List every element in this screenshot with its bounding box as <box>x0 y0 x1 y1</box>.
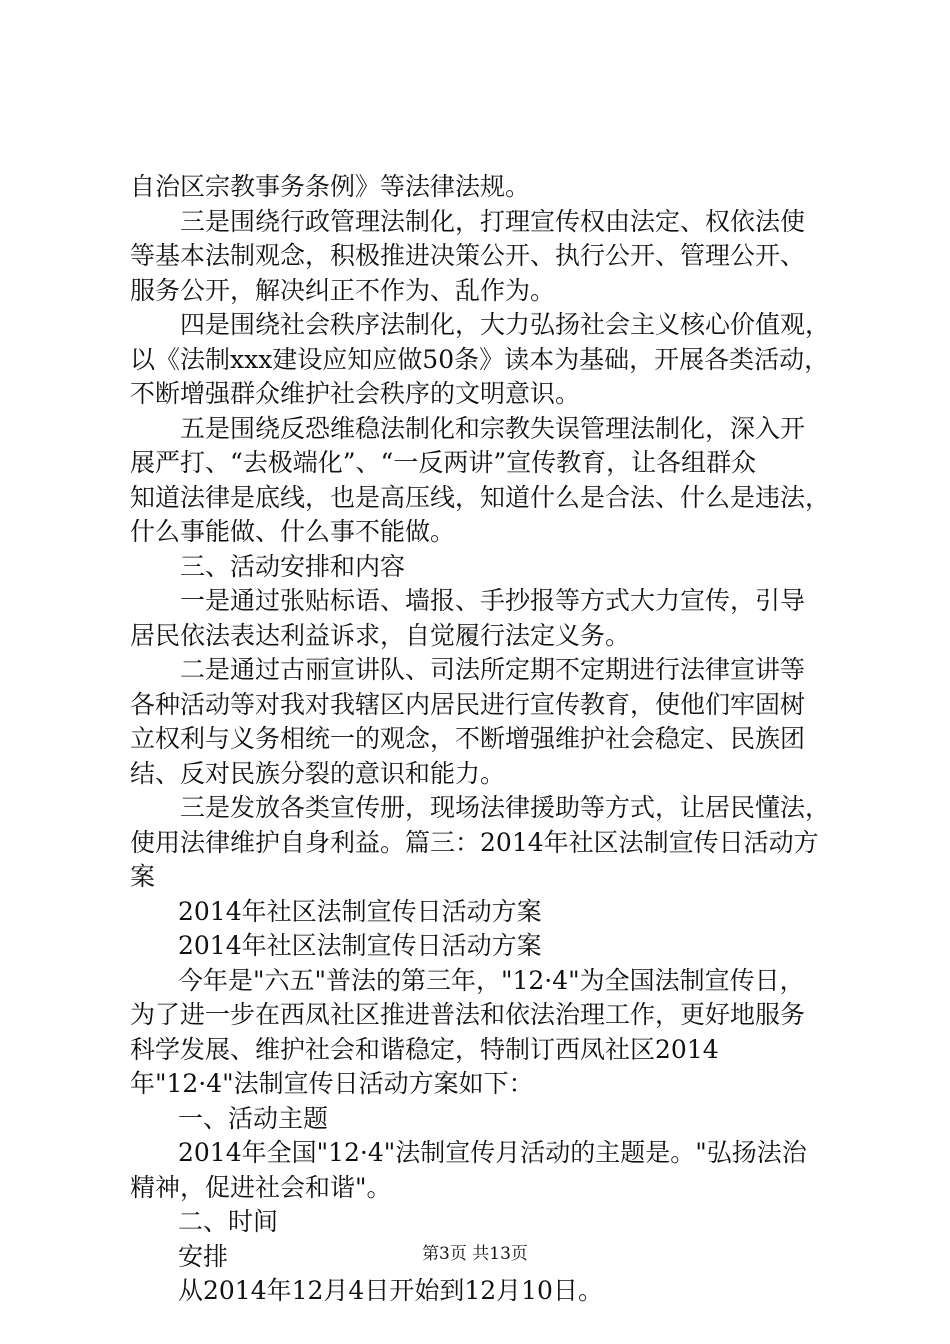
section-heading: 三、活动安排和内容 <box>180 551 406 581</box>
text-line: 四是围绕社会秩序法制化，大力弘扬社会主义核心价值观， <box>180 310 831 339</box>
text-line: 案 <box>130 862 156 891</box>
text-line: 自治区宗教事务条例》等法律法规。 <box>130 172 531 201</box>
text-line: 三是发放各类宣传册，现场法律援助等方式，让居民懂法， <box>180 793 831 822</box>
text-line: 结、反对民族分裂的意识和能力。 <box>130 758 506 788</box>
text-line: 年"12·4"法制宣传日活动方案如下： <box>130 1069 534 1098</box>
text-line: 以《法制xxx建设应知应做50条》读本为基础，开展各类活动， <box>130 344 830 374</box>
text-line: 一是通过张贴标语、墙报、手抄报等方式大力宣传，引导 <box>180 586 806 615</box>
section-heading: 一、活动主题 <box>178 1103 329 1133</box>
subtitle-line: 2014年社区法制宣传日活动方案 <box>178 931 542 960</box>
text-line: 服务公开，解决纠正不作为、乱作为。 <box>130 275 556 305</box>
text-line: 使用法律维护自身利益。篇三：2014年社区法制宣传日活动方 <box>130 827 819 857</box>
document-body <box>130 170 830 1309</box>
text-line: 科学发展、维护社会和谐稳定，特制订西凤社区2014 <box>130 1034 719 1064</box>
text-line: 立权利与义务相统一的观念，不断增强维护社会稳定、民族团 <box>130 724 806 753</box>
text-line: 各种活动等对我对我辖区内居民进行宣传教育，使他们牢固树 <box>130 689 806 719</box>
text-line: 安排 <box>178 1241 229 1271</box>
text-line: 2014年全国"12·4"法制宣传月活动的主题是。"弘扬法治 <box>178 1138 807 1167</box>
text-line: 居民依法表达利益诉求，自觉履行法定义务。 <box>130 620 631 650</box>
text-line: 三是围绕行政管理法制化，打理宣传权由法定、权依法使 <box>180 206 806 236</box>
text-line: 精神，促进社会和谐"。 <box>130 1172 392 1202</box>
text-line: 什么事能做、什么事不能做。 <box>130 517 456 546</box>
text-line: 为了进一步在西凤社区推进普法和依法治理工作，更好地服务 <box>130 1000 806 1029</box>
text-line: 今年是"六五"普法的第三年，"12·4"为全国法制宣传日， <box>178 965 805 995</box>
text-line: 二是通过古丽宣讲队、司法所定期不定期进行法律宣讲等 <box>180 655 806 684</box>
text-line: 等基本法制观念，积极推进决策公开、执行公开、管理公开、 <box>130 241 806 270</box>
text-line: 展严打、“去极端化”、“一反两讲”宣传教育，让各组群众 <box>130 448 757 477</box>
section-heading: 二、时间 <box>178 1207 279 1236</box>
page-footer: 第3页 共13页 <box>422 1244 528 1264</box>
text-line: 不断增强群众维护社会秩序的文明意识。 <box>130 379 581 408</box>
text-line: 从2014年12月4日开始到12月10日。 <box>178 1276 603 1305</box>
subtitle-line: 2014年社区法制宣传日活动方案 <box>178 896 542 926</box>
text-line: 知道法律是底线，也是高压线，知道什么是合法、什么是违法， <box>130 482 831 512</box>
text-line: 五是围绕反恐维稳法制化和宗教失误管理法制化，深入开 <box>180 413 806 443</box>
